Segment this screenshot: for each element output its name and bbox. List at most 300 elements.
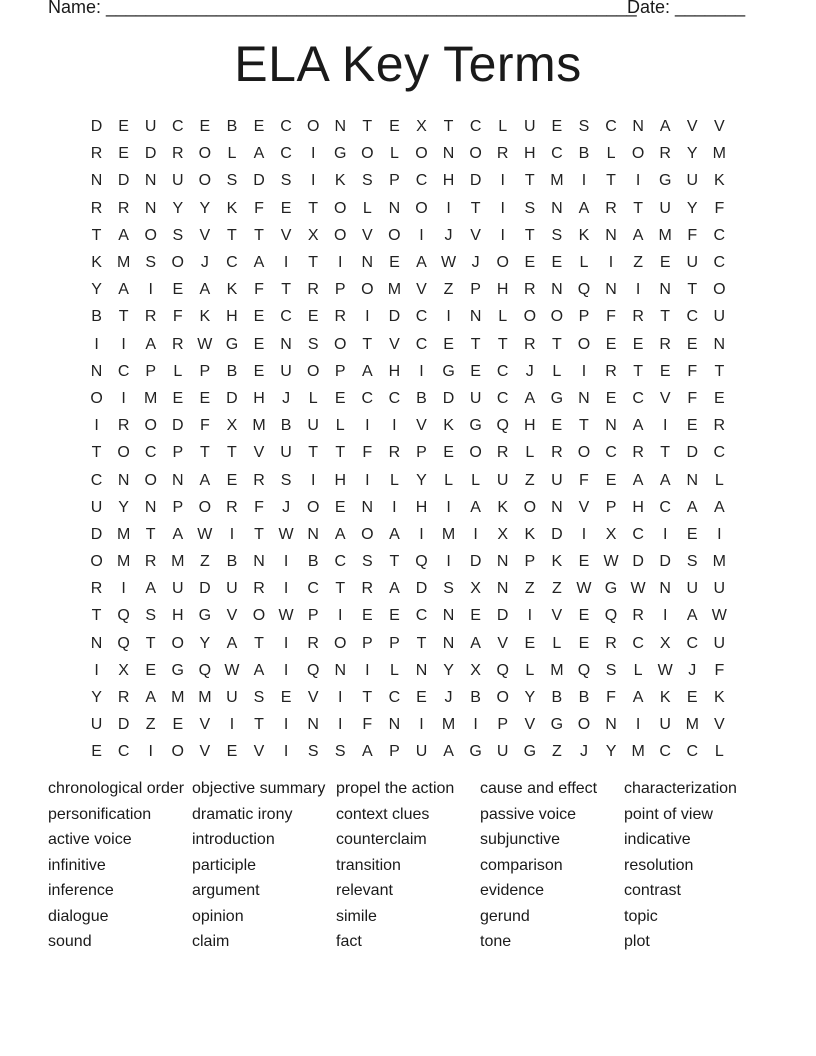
grid-letter: I: [365, 471, 370, 489]
grid-letter: H: [171, 607, 184, 625]
grid-letter: K: [714, 172, 725, 190]
grid-letter: L: [389, 145, 399, 163]
grid-letter: Y: [416, 471, 427, 489]
grid-letter: A: [253, 661, 265, 679]
grid-letter: C: [226, 254, 238, 272]
grid-letter: C: [659, 498, 671, 516]
grid-letter: U: [496, 471, 509, 489]
grid-letter: I: [283, 553, 289, 571]
grid-letter: Y: [172, 199, 184, 217]
grid-letter: E: [551, 254, 563, 272]
grid-letter: R: [144, 553, 157, 571]
grid-letter: A: [334, 525, 346, 543]
grid-letter: N: [442, 634, 455, 652]
grid-letter: I: [446, 553, 451, 571]
grid-letter: I: [283, 634, 289, 652]
grid-letter: Y: [118, 498, 129, 516]
grid-letter: R: [253, 471, 265, 489]
grid-letter: A: [632, 471, 644, 489]
grid-letter: P: [605, 498, 617, 516]
grid-letter: C: [388, 689, 401, 707]
grid-letter: E: [280, 689, 292, 707]
grid-letter: M: [712, 553, 726, 571]
grid-letter: T: [254, 716, 264, 734]
grid-letter: E: [416, 689, 427, 707]
grid-letter: L: [579, 254, 589, 272]
grid-letter: N: [469, 308, 482, 326]
grid-letter: W: [657, 661, 673, 679]
grid-letter: T: [497, 335, 508, 353]
grid-letter: A: [172, 525, 184, 543]
grid-row: [83, 575, 733, 602]
grid-letter: E: [443, 335, 454, 353]
grid-letter: D: [117, 172, 130, 190]
grid-letter: E: [145, 661, 157, 679]
grid-letter: E: [199, 118, 211, 136]
grid-letter: I: [229, 716, 235, 734]
word-bank-item: active voice: [48, 831, 132, 848]
grid-letter: B: [307, 553, 319, 571]
grid-letter: S: [524, 199, 536, 217]
grid-letter: Z: [551, 580, 562, 598]
grid-letter: T: [254, 226, 264, 244]
grid-letter: P: [470, 281, 481, 299]
word-bank-item: relevant: [336, 882, 393, 899]
grid-letter: P: [497, 716, 509, 734]
grid-letter: N: [361, 498, 374, 516]
grid-letter: O: [334, 199, 347, 217]
grid-letter: D: [117, 716, 130, 734]
grid-letter: M: [116, 254, 131, 272]
grid-letter: F: [687, 389, 698, 407]
grid-letter: I: [635, 281, 641, 299]
grid-letter: A: [118, 226, 129, 244]
grid-letter: V: [497, 634, 509, 652]
grid-letter: O: [361, 525, 374, 543]
grid-letter: A: [524, 389, 536, 407]
grid-letter: S: [307, 743, 319, 761]
grid-letter: C: [90, 471, 103, 489]
grid-letter: R: [524, 281, 536, 299]
grid-letter: I: [121, 389, 126, 407]
grid-letter: I: [121, 335, 126, 353]
grid-letter: U: [551, 471, 563, 489]
grid-row: [83, 602, 733, 629]
grid-letter: G: [469, 743, 482, 761]
grid-letter: E: [118, 118, 129, 136]
grid-letter: S: [145, 254, 157, 272]
grid-letter: Z: [524, 471, 535, 489]
grid-letter: R: [605, 634, 617, 652]
grid-letter: L: [714, 471, 724, 489]
grid-letter: C: [632, 525, 644, 543]
grid-letter: R: [117, 689, 130, 707]
grid-letter: E: [253, 362, 265, 380]
grid-letter: N: [442, 607, 455, 625]
grid-letter: L: [444, 471, 453, 489]
grid-letter: T: [660, 444, 671, 462]
grid-letter: C: [713, 226, 726, 244]
grid-letter: W: [576, 580, 592, 598]
grid-letter: G: [658, 172, 672, 190]
grid-letter: R: [524, 335, 536, 353]
grid-letter: I: [283, 580, 289, 598]
grid-letter: D: [686, 444, 699, 462]
grid-letter: S: [605, 661, 617, 679]
grid-letter: Y: [443, 661, 454, 679]
grid-letter: S: [253, 689, 265, 707]
grid-letter: S: [280, 172, 292, 190]
grid-row: [83, 630, 733, 657]
grid-letter: T: [633, 362, 643, 380]
grid-letter: O: [334, 226, 347, 244]
grid-letter: E: [524, 634, 536, 652]
grid-letter: C: [632, 389, 644, 407]
grid-letter: Q: [604, 607, 618, 625]
grid-letter: N: [605, 281, 617, 299]
grid-letter: N: [659, 281, 671, 299]
grid-letter: V: [416, 281, 427, 299]
grid-letter: I: [662, 525, 668, 543]
word-bank-item: evidence: [480, 882, 545, 899]
grid-letter: H: [226, 308, 238, 326]
grid-letter: C: [496, 362, 509, 380]
grid-letter: R: [632, 444, 644, 462]
grid-letter: O: [361, 281, 374, 299]
grid-letter: E: [280, 199, 292, 217]
grid-letter: J: [525, 362, 534, 380]
grid-letter: J: [471, 254, 480, 272]
grid-letter: C: [632, 634, 644, 652]
grid-letter: I: [473, 525, 478, 543]
grid-letter: C: [713, 444, 726, 462]
grid-letter: N: [442, 145, 455, 163]
grid-letter: I: [527, 607, 533, 625]
grid-letter: A: [443, 743, 454, 761]
grid-letter: M: [712, 145, 726, 163]
grid-letter: R: [117, 199, 130, 217]
grid-letter: O: [171, 743, 184, 761]
word-bank-item: passive voice: [480, 805, 577, 823]
grid-letter: J: [200, 254, 209, 272]
grid-row: [83, 466, 733, 493]
grid-letter: O: [469, 145, 482, 163]
grid-row: [83, 412, 733, 439]
grid-letter: P: [334, 362, 346, 380]
grid-letter: I: [283, 743, 289, 761]
grid-letter: C: [117, 743, 130, 761]
grid-letter: W: [278, 607, 294, 625]
grid-letter: I: [121, 580, 126, 598]
grid-letter: N: [551, 199, 563, 217]
page-title: ELA Key Terms: [234, 36, 582, 92]
word-bank-item: point of view: [624, 805, 713, 823]
grid-letter: E: [91, 743, 102, 761]
grid-letter: N: [496, 553, 509, 571]
word-bank-item: participle: [192, 856, 257, 874]
grid-letter: I: [635, 716, 641, 734]
grid-letter: H: [388, 362, 401, 380]
grid-letter: T: [362, 689, 373, 707]
grid-letter: L: [471, 471, 481, 489]
grid-letter: M: [685, 716, 699, 734]
grid-letter: I: [365, 417, 370, 435]
grid-letter: N: [388, 199, 401, 217]
grid-letter: S: [334, 743, 346, 761]
grid-letter: X: [226, 417, 238, 435]
grid-letter: N: [253, 553, 265, 571]
grid-letter: I: [446, 308, 451, 326]
grid-row: [83, 738, 733, 765]
grid-letter: V: [361, 226, 373, 244]
grid-letter: R: [496, 444, 509, 462]
grid-letter: G: [442, 362, 455, 380]
grid-letter: E: [253, 308, 265, 326]
grid-letter: T: [362, 118, 373, 136]
grid-letter: C: [551, 145, 563, 163]
grid-letter: H: [442, 172, 455, 190]
grid-letter: K: [226, 281, 238, 299]
grid-letter: T: [118, 308, 129, 326]
grid-letter: H: [415, 498, 428, 516]
grid-letter: A: [632, 226, 644, 244]
grid-letter: T: [227, 444, 237, 462]
grid-letter: Q: [415, 553, 428, 571]
grid-letter: W: [711, 607, 727, 625]
grid-letter: K: [334, 172, 346, 190]
grid-letter: O: [198, 498, 212, 516]
grid-letter: K: [714, 689, 725, 707]
grid-letter: R: [171, 145, 184, 163]
grid-letter: I: [446, 199, 451, 217]
grid-letter: V: [578, 498, 590, 516]
grid-letter: D: [415, 580, 428, 598]
grid-letter: T: [145, 634, 156, 652]
grid-letter: P: [389, 634, 400, 652]
word-bank-item: claim: [192, 933, 230, 950]
grid-letter: D: [144, 145, 157, 163]
grid-letter: W: [197, 525, 213, 543]
grid-letter: C: [415, 607, 428, 625]
grid-letter: N: [605, 417, 617, 435]
grid-letter: I: [229, 525, 235, 543]
grid-letter: P: [524, 553, 536, 571]
grid-letter: R: [90, 145, 103, 163]
grid-letter: U: [713, 580, 726, 598]
grid-letter: O: [388, 226, 401, 244]
grid-letter: C: [361, 389, 374, 407]
grid-letter: L: [606, 145, 616, 163]
grid-letter: L: [389, 661, 399, 679]
grid-letter: U: [686, 580, 699, 598]
grid-letter: R: [605, 199, 617, 217]
grid-letter: T: [335, 580, 346, 598]
grid-letter: A: [470, 498, 481, 516]
grid-letter: A: [686, 498, 698, 516]
grid-letter: Y: [686, 145, 698, 163]
grid-letter: O: [713, 281, 726, 299]
grid-letter: E: [470, 607, 481, 625]
grid-letter: U: [524, 118, 536, 136]
grid-letter: W: [630, 580, 646, 598]
grid-letter: U: [659, 199, 671, 217]
grid-letter: U: [496, 743, 509, 761]
grid-letter: F: [254, 281, 264, 299]
grid-letter: R: [307, 281, 319, 299]
grid-letter: N: [334, 118, 347, 136]
grid-letter: D: [496, 607, 509, 625]
grid-letter: U: [307, 417, 319, 435]
grid-letter: N: [605, 716, 617, 734]
word-bank-item: comparison: [480, 856, 563, 874]
grid-letter: R: [334, 308, 347, 326]
grid-letter: D: [632, 553, 644, 571]
grid-letter: I: [581, 362, 587, 380]
grid-letter: E: [389, 254, 400, 272]
grid-letter: Z: [199, 553, 210, 571]
grid-letter: F: [606, 308, 616, 326]
grid-letter: R: [551, 444, 563, 462]
grid-letter: Q: [306, 661, 320, 679]
grid-letter: M: [116, 553, 131, 571]
grid-row: [83, 439, 733, 466]
grid-letter: T: [606, 172, 616, 190]
grid-letter: N: [713, 335, 726, 353]
grid-letter: O: [550, 308, 564, 326]
grid-letter: V: [714, 716, 725, 734]
grid-letter: P: [361, 634, 373, 652]
grid-letter: X: [416, 118, 427, 136]
grid-letter: A: [714, 498, 725, 516]
grid-letter: E: [686, 417, 698, 435]
grid-letter: R: [659, 335, 671, 353]
word-bank-item: argument: [192, 882, 260, 899]
grid-letter: F: [606, 689, 616, 707]
grid-letter: B: [226, 362, 238, 380]
grid-letter: G: [334, 145, 347, 163]
grid-letter: A: [659, 118, 671, 136]
grid-letter: G: [225, 335, 239, 353]
grid-letter: D: [388, 308, 401, 326]
grid-letter: R: [659, 145, 671, 163]
grid-letter: L: [525, 661, 535, 679]
grid-letter: J: [282, 389, 291, 407]
grid-letter: S: [226, 172, 238, 190]
grid-letter: T: [470, 199, 481, 217]
grid-letter: M: [171, 689, 185, 707]
word-bank-item: simile: [336, 907, 377, 925]
grid-letter: C: [415, 308, 428, 326]
grid-letter: N: [144, 172, 157, 190]
grid-letter: Z: [443, 281, 454, 299]
grid-letter: W: [441, 254, 457, 272]
grid-letter: A: [416, 254, 427, 272]
word-bank-item: plot: [624, 933, 650, 950]
word-bank-item: inference: [48, 882, 114, 899]
grid-letter: C: [686, 743, 699, 761]
grid-letter: G: [171, 661, 184, 679]
grid-letter: J: [444, 226, 453, 244]
grid-letter: N: [659, 580, 671, 598]
grid-letter: O: [523, 308, 537, 326]
grid-letter: W: [224, 661, 240, 679]
grid-row: [83, 385, 733, 412]
grid-letter: I: [338, 607, 343, 625]
grid-letter: T: [687, 281, 698, 299]
grid-letter: I: [283, 716, 289, 734]
grid-letter: T: [443, 118, 454, 136]
name-field-line: Name: _____________________________________________________: [48, 0, 637, 17]
grid-letter: L: [714, 743, 724, 761]
grid-letter: R: [361, 580, 374, 598]
grid-letter: O: [171, 634, 184, 652]
grid-letter: V: [714, 118, 725, 136]
grid-letter: O: [144, 471, 157, 489]
grid-letter: T: [524, 226, 535, 244]
grid-letter: D: [469, 172, 482, 190]
grid-letter: P: [172, 498, 184, 516]
grid-letter: I: [581, 525, 587, 543]
grid-letter: A: [578, 199, 590, 217]
grid-letter: O: [306, 498, 320, 516]
grid-letter: E: [605, 389, 617, 407]
grid-letter: X: [470, 580, 481, 598]
grid-letter: Q: [577, 661, 591, 679]
grid-letter: V: [199, 716, 211, 734]
grid-letter: D: [551, 525, 563, 543]
grid-letter: O: [171, 254, 184, 272]
grid-letter: O: [631, 145, 645, 163]
grid-letter: N: [605, 226, 617, 244]
grid-letter: X: [497, 525, 509, 543]
grid-letter: E: [334, 389, 346, 407]
grid-letter: Y: [605, 743, 617, 761]
grid-letter: C: [713, 254, 726, 272]
grid-letter: V: [686, 118, 698, 136]
grid-letter: E: [686, 689, 698, 707]
grid-letter: C: [415, 335, 428, 353]
grid-letter: M: [441, 525, 456, 543]
grid-letter: N: [280, 335, 292, 353]
grid-letter: E: [686, 335, 698, 353]
grid-letter: L: [552, 634, 562, 652]
grid-letter: E: [361, 607, 373, 625]
grid-letter: E: [307, 308, 319, 326]
grid-row: [83, 140, 733, 167]
grid-letter: I: [581, 172, 587, 190]
grid-letter: C: [388, 389, 401, 407]
grid-letter: F: [714, 199, 725, 217]
grid-letter: L: [173, 362, 183, 380]
grid-letter: I: [500, 172, 505, 190]
grid-letter: K: [524, 525, 536, 543]
grid-letter: H: [524, 417, 536, 435]
grid-letter: X: [470, 661, 481, 679]
grid-letter: M: [252, 417, 266, 435]
grid-letter: V: [307, 689, 319, 707]
word-bank-item: topic: [624, 907, 658, 925]
grid-letter: U: [415, 743, 428, 761]
grid-letter: U: [226, 580, 238, 598]
grid-letter: B: [226, 553, 238, 571]
grid-letter: F: [579, 471, 589, 489]
grid-letter: E: [470, 362, 481, 380]
grid-letter: O: [496, 689, 509, 707]
grid-letter: L: [389, 471, 399, 489]
grid-letter: B: [416, 389, 427, 407]
grid-letter: T: [91, 226, 102, 244]
grid-letter: O: [117, 444, 130, 462]
